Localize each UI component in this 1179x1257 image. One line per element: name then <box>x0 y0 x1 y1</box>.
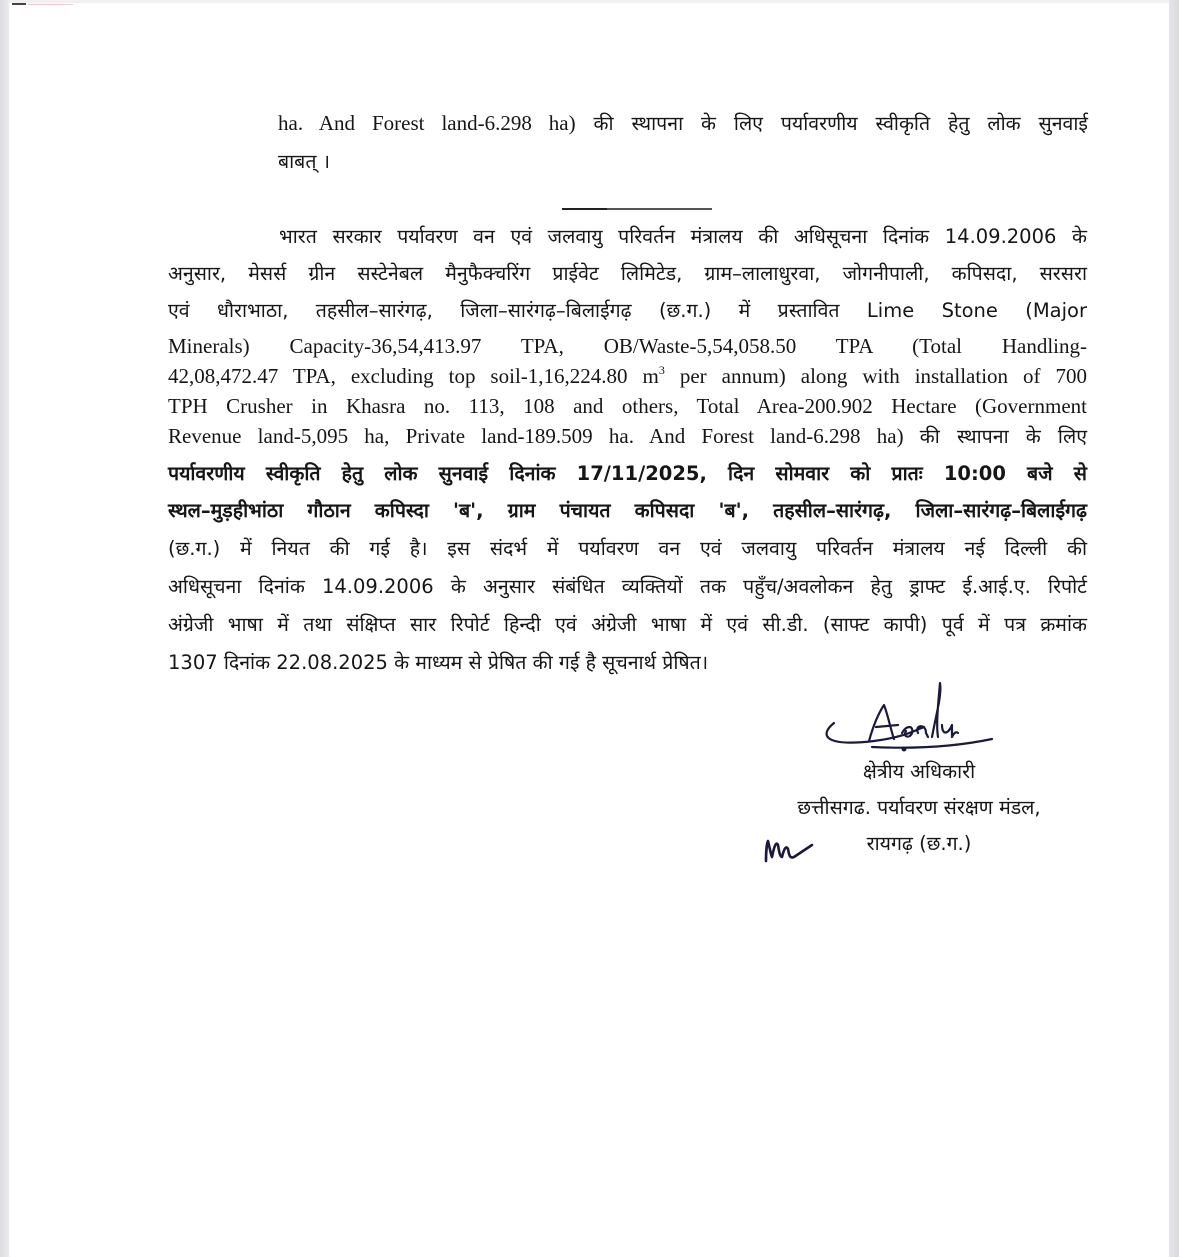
body-line-7: Revenue land-5,095 ha, Private land-189.509 ha. And Forest land-6.298 ha) की स्थापना के लिए <box>168 424 1087 448</box>
subject-line-1: ha. And Forest land-6.298 ha) की स्थापना के लिए पर्यावरणीय स्वीकृति हेतु लोक सुनवाई <box>278 111 1088 135</box>
subject-line-2: बाबत् । <box>278 150 331 173</box>
body-line-4: Minerals) Capacity-36,54,413.97 TPA, OB/Waste-5,54,058.50 TPA (Total Handling- <box>168 334 1087 358</box>
designation: क्षेत्रीय अधिकारी <box>862 760 976 783</box>
viewer-right-edge <box>1169 0 1179 1257</box>
organization: छत्तीसगढ. पर्यावरण संरक्षण मंडल, <box>797 796 1041 819</box>
location: रायगढ़ (छ.ग.) <box>866 832 972 855</box>
body-line-12: अंग्रेजी भाषा में तथा संक्षिप्त सार रिपोर्ट हिन्दी एवं अंग्रेजी भाषा में एवं सी.डी. (साफ्ट कापी) पूर्व में पत्र क्रमांक <box>168 613 1087 636</box>
body-line-3: एवं धौराभाठा, तहसील–सारंगढ़, जिला–सारंगढ़–बिलाईगढ़ (छ.ग.) में प्रस्तावित Lime Stone (Major <box>168 299 1087 322</box>
body-line-13: 1307 दिनांक 22.08.2025 के माध्यम से प्रेषित की गई है सूचनार्थ प्रेषित। <box>168 651 709 674</box>
viewer-left-edge <box>0 0 9 1257</box>
subject-line-1-hindi: की स्थापना के लिए पर्यावरणीय स्वीकृति हेतु लोक सुनवाई <box>593 112 1088 135</box>
body-line-5 <box>168 363 1087 389</box>
body-line-2: अनुसार, मेसर्स ग्रीन सस्टेनेबल मैनुफैक्चरिंग प्राईवेट लिमिटेड, ग्राम–लालाधुरवा, जोगनीपाली, कपिसदा, सरसरा <box>168 262 1087 285</box>
body-line-11: अधिसूचना दिनांक 14.09.2006 के अनुसार संबंधित व्यक्तियों तक पहुँच/अवलोकन हेतु ड्राफ्ट ई.आई.ए. रिपोर्ट <box>168 575 1087 598</box>
body-line-8: पर्यावरणीय स्वीकृति हेतु लोक सुनवाई दिनांक 17/11/2025, दिन सोमवार को प्रातः 10:00 बजे से <box>168 462 1087 485</box>
body-line-9: स्थल–मुड़हीभांठा गौठान कपिस्दा 'ब', ग्राम पंचायत कपिसदा 'ब', तहसील–सारंगढ़, जिला–सारंगढ़–बिलाईगढ़ <box>168 499 1087 522</box>
separator-line <box>562 208 712 210</box>
body-line-10: (छ.ग.) में नियत की गई है। इस संदर्भ में पर्यावरण वन एवं जलवायु परिवर्तन मंत्रालय नई दिल्ली की <box>168 537 1087 560</box>
handwritten-initials-icon <box>762 833 818 867</box>
cubic-superscript: 3 <box>658 363 665 377</box>
handwritten-signature-icon <box>814 675 994 755</box>
document-page <box>9 3 1169 1257</box>
body-line-5-tail: per annum) along with installation of 700 <box>664 364 1087 388</box>
body-line-6: TPH Crusher in Khasra no. 113, 108 and others, Total Area-200.902 Hectare (Government <box>168 394 1087 418</box>
body-line-5-head: 42,08,472.47 TPA, excluding top soil-1,16,224.80 m <box>168 364 659 388</box>
body-line-1: भारत सरकार पर्यावरण वन एवं जलवायु परिवर्तन मंत्रालय की अधिसूचना दिनांक 14.09.2006 के <box>279 225 1087 248</box>
signature-block <box>754 675 1084 875</box>
